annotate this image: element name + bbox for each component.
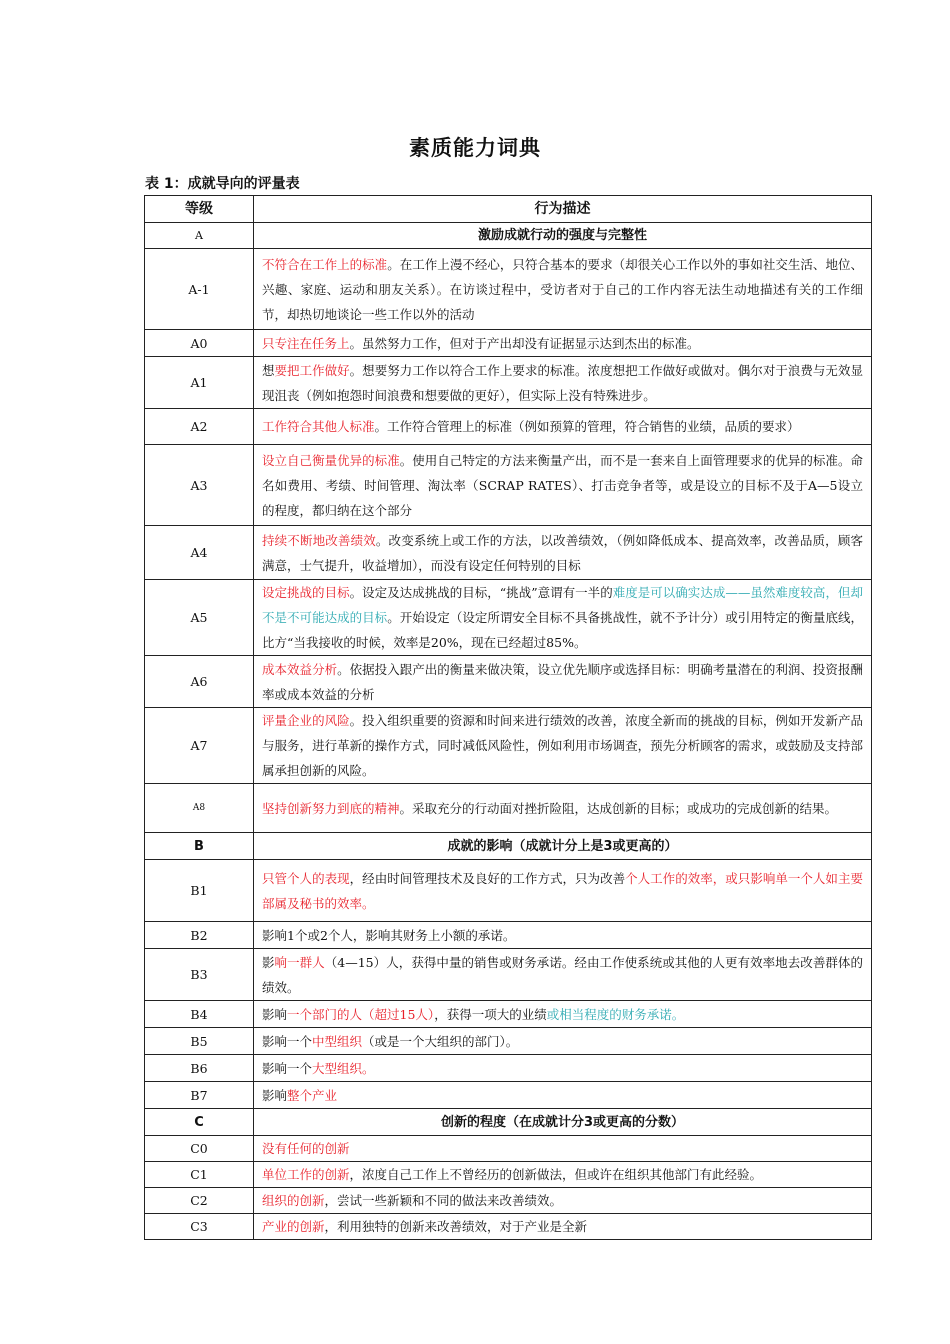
level-cell: A4 [145,526,254,580]
description-text: 影响 [262,1006,288,1022]
level-cell: A1 [145,357,254,409]
table-row [145,526,872,580]
table-header-row [145,196,872,223]
level-cell: A [145,223,254,249]
emphasis-text: 成本效益分析 [262,661,338,677]
description-cell [254,580,872,656]
table-section-row [145,833,872,860]
table-row [145,1028,872,1055]
level-cell: C2 [145,1188,254,1214]
table-row [145,580,872,656]
description-text: 影 [262,954,275,970]
level-cell: B4 [145,1001,254,1028]
description-cell [254,708,872,784]
table-row [145,1082,872,1109]
description-text: 。在工作上漫不经心，只符合基本的要求（却很关心工作以外的事如社交生活、地位、兴趣、家庭、运动和朋友关系）。在访谈过程中，受访者对于自己的工作内容无法生动地描述有关的工作细节，却热切地谈论一些工作以外的活动 [262,256,863,322]
emphasis-text: 要把工作做好 [274,362,350,378]
emphasis-text: 持续不断地改善绩效 [262,532,376,548]
table-row [145,1136,872,1162]
table-row [145,656,872,708]
emphasis-text: 或相当程度的财务承诺。 [546,1006,685,1022]
level-cell: A3 [145,445,254,526]
description-cell [254,949,872,1001]
level-cell: A7 [145,708,254,784]
description-cell [254,1214,872,1240]
table-row [145,1188,872,1214]
description-text: 成就的影响（成就计分上是3或更高的） [447,838,678,854]
level-cell: B5 [145,1028,254,1055]
emphasis-text: 组织的创新 [262,1192,325,1208]
description-cell [254,656,872,708]
level-cell: B6 [145,1055,254,1082]
table-section-row [145,1109,872,1136]
level-cell: A2 [145,409,254,445]
description-text: 。虽然努力工作，但对于产出却没有证据显示达到杰出的标准。 [349,335,700,351]
level-cell: B7 [145,1082,254,1109]
description-text: 想 [262,362,275,378]
description-text: ，获得一项大的业绩 [434,1006,547,1022]
emphasis-text: 没有任何的创新 [262,1140,350,1156]
description-text: 。改变系统上或工作的方法，以改善绩效，（例如降低成本、提高效率，改善品质，顾客满意，士气提升，收益增加），而没有设定任何特别的目标 [262,532,863,573]
table-body [145,223,872,1240]
level-cell: B1 [145,860,254,922]
description-text: 创新的程度（在成就计分3或更高的分数） [440,1114,685,1130]
table-row [145,357,872,409]
description-cell [254,1028,872,1055]
description-text: 影响1个或2个人，影响其财务上小额的承诺。 [262,927,516,943]
table-row [145,1162,872,1188]
table-caption: 表 1：成就导向的评量表 [145,176,300,192]
table-row [145,409,872,445]
table-row [145,949,872,1001]
description-cell [254,409,872,445]
emphasis-text: 整个产业 [287,1087,338,1103]
description-text: 影响一个 [262,1060,313,1076]
level-cell: C [145,1109,254,1136]
emphasis-text: 评量企业的风险 [262,713,350,728]
description-text: 。投入组织重要的资源和时间来进行绩效的改善，浓度全新而的挑战的目标，例如开发新产品与服务，进行革新的操作方式，同时减低风险性，例如利用市场调查，预先分析顾客的需求，或鼓励及支持部属承担创新的风险。 [262,713,863,778]
section-heading [254,223,872,249]
level-cell: A0 [145,330,254,357]
header-description: 行为描述 [254,196,872,223]
level-cell: A6 [145,656,254,708]
emphasis-text: 一个部门的人（超过15人） [287,1006,435,1022]
level-cell: A8 [145,784,254,833]
table-section-row [145,223,872,249]
table-row [145,249,872,330]
emphasis-text: 坚持创新努力到底的精神 [262,800,400,816]
table-row [145,1214,872,1240]
description-text: 。采取充分的行动面对挫折险阻，达成创新的目标；或成功的完成创新的结果。 [399,800,838,816]
description-text: ，浓度自己工作上不曾经历的创新做法，但或许在组织其他部门有此经验。 [349,1166,763,1182]
description-cell [254,1082,872,1109]
description-cell [254,249,872,330]
emphasis-text: 难度是可以确实达成——虽然难度较高，但却不是不可能达成的目标 [262,585,863,625]
description-cell [254,445,872,526]
table-row [145,784,872,833]
description-cell [254,1162,872,1188]
description-text: ，经由时间管理技术及良好的工作方式，只为改善 [349,870,626,886]
description-cell [254,1001,872,1028]
achievement-rating-table [144,195,872,1240]
section-heading [254,1109,872,1136]
description-cell [254,922,872,949]
level-cell: C1 [145,1162,254,1188]
level-cell: B [145,833,254,860]
table-row [145,1001,872,1028]
description-text: 。想要努力工作以符合工作上要求的标准。浓度想把工作做好或做对。偶尔对于浪费与无效显现沮丧（例如抱怨时间浪费和想要做的更好），但实际上没有特殊进步。 [262,362,863,403]
emphasis-text: 设定挑战的目标 [262,585,350,600]
description-cell [254,1136,872,1162]
table-row [145,330,872,357]
table-row [145,922,872,949]
emphasis-text: 只专注在任务上 [262,335,350,351]
document-title: 素质能力词典 [409,136,541,160]
level-cell: B3 [145,949,254,1001]
description-text: ，尝试一些新颖和不同的做法来改善绩效。 [324,1192,563,1208]
description-cell [254,357,872,409]
level-cell: C3 [145,1214,254,1240]
level-cell: A5 [145,580,254,656]
level-cell: B2 [145,922,254,949]
description-cell [254,1055,872,1082]
table-row [145,1055,872,1082]
description-text: 激励成就行动的强度与完整性 [477,228,647,243]
level-cell: A-1 [145,249,254,330]
emphasis-text: 响一群人 [274,954,325,970]
emphasis-text: 产业的创新 [262,1218,325,1234]
description-text: 。设定及达成挑战的目标，“挑战”意谓有一半的 [349,585,613,600]
description-text: （4—15）人，获得中量的销售或财务承诺。经由工作使系统或其他的人更有效率地去改善群体的绩效。 [262,954,863,995]
table-row [145,860,872,922]
emphasis-text: 中型组织 [312,1033,363,1049]
description-cell [254,784,872,833]
table-row [145,708,872,784]
emphasis-text: 设立自己衡量优异的标准 [262,452,400,468]
description-text: 。依据投入跟产出的衡量来做决策，设立优先顺序或选择目标：明确考量潜在的利润、投资报酬率或成本效益的分析 [262,661,863,702]
description-cell [254,526,872,580]
description-cell [254,860,872,922]
emphasis-text: 不符合在工作上的标准 [262,256,388,272]
description-cell [254,330,872,357]
emphasis-text: 只管个人的表现 [262,870,350,886]
emphasis-text: 大型组织。 [312,1060,375,1076]
description-text: 影响 [262,1087,288,1103]
table-row [145,445,872,526]
description-text: （或是一个大组织的部门）。 [362,1033,519,1049]
description-cell [254,1188,872,1214]
description-text: 。工作符合管理上的标准（例如预算的管理，符合销售的业绩，品质的要求） [374,419,800,434]
level-cell: C0 [145,1136,254,1162]
header-level: 等级 [145,196,254,223]
emphasis-text: 工作符合其他人标准 [262,419,375,434]
description-text: 影响一个 [262,1033,313,1049]
description-text: 。开始设定（设定所谓安全目标不具备挑战性，就不予计分）或引用特定的衡量底线，比方“当我接收的时候，效率是20%，现在已经超过85%。 [262,610,863,650]
description-text: 。使用自己特定的方法来衡量产出，而不是一套来自上面管理要求的优异的标准。命名如费用、考绩、时间管理、淘汰率（SCRAP RATES）、打击竞争者等，或是设立的目标不及于A—5设立的程度，都归纳在这个部分 [262,452,863,518]
description-text: ，利用独特的创新来改善绩效，对于产业是全新 [324,1218,588,1234]
emphasis-text: 个人工作的效率，或只影响单一个人如主要部属及秘书的效率。 [262,870,863,911]
section-heading [254,833,872,860]
emphasis-text: 单位工作的创新 [262,1166,350,1182]
